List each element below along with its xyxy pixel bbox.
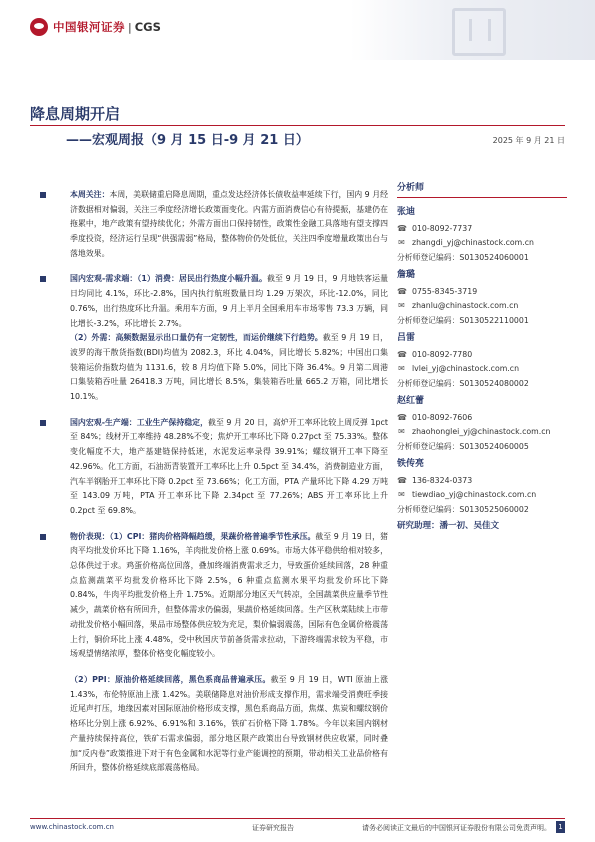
title-block — [30, 103, 565, 148]
analyst-card — [397, 204, 567, 264]
cert-label: 分析师登记编码： — [397, 441, 460, 451]
analyst-name: 铁传亮 — [397, 459, 425, 469]
paragraph-text: 截至 9 月 19 日，WTI 原油上涨 1.43%，布伦特原油上涨 1.42%。美联储降息对油价形成支撑作用，需求端受消费旺季接近尾声打压，地缘因素对国际原油价格形成支撑，黑色系商品方面，焦煤、焦炭和螺纹钢价格环比分别上涨 6.92%、6.91%和 3.16%，铁矿石价格下降 1.78%。今年以来国内钢材产量持续保持高位，铁矿石需求偏弱，部分地区限产政策出台导致钢材供应收紧，同时叠加“反内卷”政策推进下对于有色金属和水泥等行业产能调控的预期，带动相关工业品价格有所回升，整体价格延续底部震荡格局。 — [70, 674, 388, 773]
analyst-name: 詹璐 — [397, 270, 416, 280]
analyst-name: 赵红蕾 — [397, 396, 425, 406]
page-number: 1 — [556, 821, 565, 833]
page-subtitle: ——宏观周报（9 月 15 日-9 月 21 日） — [66, 133, 309, 148]
paragraph-lead: （2）PPI：原油价格延续回落，黑色系商品普遍承压。 — [70, 674, 271, 684]
email-icon: ✉ — [398, 364, 405, 373]
paragraph-production — [30, 416, 388, 519]
analyst-card — [397, 330, 567, 390]
analyst-cert: S0130524060001 — [459, 252, 529, 262]
analyst-phone: 010-8092-7780 — [412, 350, 473, 359]
analyst-phone: 010-8092-7606 — [412, 413, 473, 422]
logo-emblem-icon — [30, 18, 48, 36]
footer-disclaimer: 请务必阅读正文最后的中国银河证券股份有限公司免责声明。 — [362, 824, 551, 832]
analyst-card — [397, 267, 567, 327]
paragraph-lead: 本周关注： — [70, 189, 110, 199]
assist-label: 研究助理： — [397, 521, 440, 531]
analyst-name: 张迪 — [397, 207, 416, 217]
analyst-card — [397, 456, 567, 516]
phone-icon: ☎ — [397, 224, 407, 233]
analyst-cert: S0130522110001 — [459, 315, 529, 325]
analyst-card — [397, 393, 567, 453]
paragraph-text: 截至 9 月 19 日，猪肉平均批发价环比下降 1.16%，羊肉批发价格上涨 0.69%。市场大体平稳供给相对较多，总体供过于求。鸡蛋价格高位回落，叠加终端消费需求乏力，导致蛋价延续回落，28 种重点监测蔬菜平均批发价格环比下降 2.5%，6 种重点监测水果平均批发价环比下降 0.84%，牛肉平均批发价格上升 1.75%。近期部分地区天气转凉，全国蔬菜供应量季节性减少，蔬菜价格有所回升，但整体需求仍偏弱，果蔬价格延续回落。生产区秋菜陆续上市带动批发价格小幅回落，果品市场整体供应较为充足，梨价偏弱震荡，国际有色金属价格震荡上行，铜价环比上涨 4.48%，受中秋国庆节前备货需求拉动，下游终端需求较为平稳，市场观望情绪浓厚，整体价格变化幅度较小。 — [70, 531, 388, 659]
paragraph-demand-exports — [30, 331, 388, 405]
email-icon: ✉ — [398, 238, 405, 247]
paragraph-text: 截至 9 月 20 日，高炉开工率环比较上周反弹 1pct 至 84%；线材开工率维持 48.28%不变；焦炉开工率环比下降 0.27pct 至 75.33%。整体变化幅度不大，地产基建链保持低迷，水泥发运率录得 39.91%；螺纹钢开工率下降至 42.96%。化工方面，石油沥青装置开工率环比上升 0.5pct 至 34.4%，消费制造业方面，汽车半钢胎开工率环比下降 0.2pct 至 73.66%；化工方面，PTA 产量环比下降 4.29 万吨至 143.09 万吨，PTA 开工率环比下降 2.34pct 至 77.26%；ABS 开工率环比上升 0.2pct 至 69.8%。 — [70, 417, 388, 515]
analyst-email[interactable]: zhaohonglei_yj@chinastock.com.cn — [412, 427, 551, 436]
paragraph-text: 本周，美联储重启降息周期，重点发达经济体长债收益率延续下行，国内 9 月经济数据相对偏弱，关注三季度经济增长政策面变化。内需方面消费信心有待提振，基建仍在拖累中，地产政策有望持续优化；外需方面出口保持韧性，政策性金融工具落地有望支撑四季度投资，经济运行呈现“供强需弱”格局，整体物价仍处低位，关注四季度增量政策出台与落地效果。 — [70, 189, 388, 258]
paragraph-demand-consumption — [30, 272, 388, 331]
logo-text-en: CGS — [134, 20, 161, 34]
phone-icon: ☎ — [397, 413, 407, 422]
title-divider — [30, 125, 565, 126]
email-icon: ✉ — [398, 427, 405, 436]
paragraph-lead: 物价表现：（1）CPI：猪肉价格降幅趋缓，果蔬价格普遍季节性承压。 — [70, 531, 316, 541]
analyst-phone: 136-8324-0373 — [412, 476, 473, 485]
analyst-name: 吕雷 — [397, 333, 416, 343]
analyst-email[interactable]: tiewdiao_yj@chinastock.com.cn — [412, 490, 537, 499]
email-icon: ✉ — [398, 301, 405, 310]
analyst-email[interactable]: zhangdi_yj@chinastock.com.cn — [412, 238, 534, 247]
analyst-email[interactable]: lvlei_yj@chinastock.com.cn — [412, 364, 520, 373]
report-date: 2025 年 9 月 21 日 — [492, 136, 565, 145]
analyst-cert: S0130525060002 — [459, 504, 529, 514]
phone-icon: ☎ — [397, 350, 407, 359]
analyst-heading: 分析师 — [397, 180, 567, 198]
analyst-sidebar — [397, 180, 567, 531]
research-assistants — [397, 519, 567, 531]
main-content — [30, 180, 388, 787]
watermark-glyph-icon — [452, 8, 506, 56]
assist-names: 潘一初、吴佳文 — [439, 521, 500, 531]
phone-icon: ☎ — [397, 476, 407, 485]
footer-url-link[interactable]: www.chinastock.com.cn — [30, 823, 114, 831]
page-title: 降息周期开启 — [30, 105, 121, 123]
paragraph-prices-ppi — [30, 673, 388, 776]
page-footer — [30, 823, 565, 835]
paragraph-lead: 国内宏观-需求端：（1）消费：居民出行热度小幅升温。 — [70, 274, 267, 284]
paragraph-text: 截至 9 月 19 日，9 月地铁客运量日均同比 4.1%，环比-2.8%，国内执行航班数量日均 1.29 万架次，环比-12.0%，同比 0.76%，出行热度环比升温。乘用车方面，9 月上半月全国乘用车市场零售 73.3 万辆，同比增长-3.2%，环比增长 2.7%。 — [70, 274, 388, 328]
footer-report-type: 证券研究报告 — [252, 824, 294, 832]
analyst-email[interactable]: zhanlu@chinastock.com.cn — [412, 301, 519, 310]
page-header — [0, 0, 595, 60]
footer-divider — [30, 818, 565, 819]
cert-label: 分析师登记编码： — [397, 315, 460, 325]
paragraph-focus — [30, 188, 388, 262]
cert-label: 分析师登记编码： — [397, 252, 460, 262]
paragraph-text: 截至 9 月 19 日，波罗的海干散货指数(BDI)均值为 2082.3，环比 4.04%，同比增长 5.82%；中国出口集装箱运价指数均值为 1131.6，较 8 月均值下降 5.0%，同比下降 36.4%。9 月第二周港口集装箱吞吐量 26418.3 万吨，同比增长 8.5%，集装箱吞吐量 665.2 万箱，同比增长 10.1%。 — [70, 333, 388, 402]
analyst-cert: S0130524080002 — [459, 378, 529, 388]
paragraph-lead: （2）外需：高频数据显示出口量仍有一定韧性，而运价继续下行趋势。 — [70, 333, 323, 343]
analyst-phone: 010-8092-7737 — [412, 224, 473, 233]
cert-label: 分析师登记编码： — [397, 378, 460, 388]
analyst-cert: S0130524060005 — [459, 441, 529, 451]
phone-icon: ☎ — [397, 287, 407, 296]
email-icon: ✉ — [398, 490, 405, 499]
paragraph-lead: 国内宏观-生产端：工业生产保持稳定， — [70, 417, 209, 427]
cert-label: 分析师登记编码： — [397, 504, 460, 514]
logo-text-cn: 中国银河证券 — [53, 20, 125, 34]
paragraph-prices-cpi — [30, 530, 388, 662]
analyst-phone: 0755-8345-3719 — [412, 287, 478, 296]
company-logo — [30, 18, 161, 36]
logo-separator: | — [128, 20, 132, 34]
